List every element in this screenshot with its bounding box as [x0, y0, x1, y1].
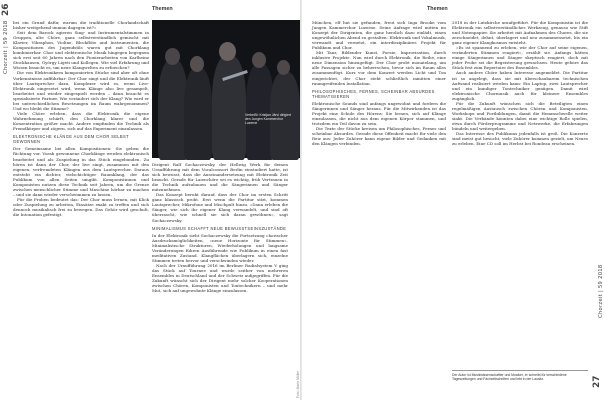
paragraph: Das Interesse des Publikums jedenfalls ist groß. Die Konzerte sind meist gut besucht, viele Zuhörer kommen gezielt, um Neues zu erleben. Eine CD soll im Herbst bei Rondeau erscheinen.	[452, 131, 588, 147]
right-page	[302, 0, 602, 400]
subheading: ELEKTRONISCHE KLÄNGE AUS DEM CHOR SELBST GEWONNEN	[13, 134, 129, 145]
photo-credit: Foto: Marie Möller	[296, 370, 300, 398]
left-column-2	[152, 162, 288, 396]
left-column-1	[13, 20, 149, 396]
left-page	[0, 0, 300, 400]
paragraph: Nach der Uraufführung 2016 im Berliner Radialsystem V ging das Stück auf Tournee und wurde seither von mehreren Ensembles in Deutschland und der Schweiz aufgegriffen. Für die Zukunft wünscht sich der Dirigent mehr solcher Kooperationen zwischen Chören, Komponisten und Tontechnikern – und mehr Mut, sich auf ungewohnte Klänge einzulassen.	[152, 263, 288, 294]
left-journal-line: Chorzeit | 59 2018	[3, 20, 9, 74]
paragraph: Die Texte der Stücke kreisen um Philosophisches, Fernes und scheinbar Absurdes. Gerade diese Offenheit macht für viele den Reiz aus: Jeder Zuhörer kann eigene Bilder und Gedanken mit den Klängen verbinden.	[312, 126, 446, 147]
left-page-number: 26	[1, 3, 11, 16]
subheading: MINIMALISMUS SCHAFFT NEUE BEWUSSTSEINSZUSTÄNDE	[152, 225, 287, 231]
subheading: PHILOSOPHISCHES, FERNES, SCHEINBAR ABSURDES THEMATISIEREN	[312, 88, 435, 99]
paragraph: Viele Chöre erleben, dass die Elektronik die eigene Wahrnehmung schärft, den Chorklang klarer und die Konzentration größer macht. Andere empfinden die Technik als Fremdkörper und zögern, sich auf das Experiment einzulassen.	[13, 110, 149, 131]
author-note: Der Autor ist Musikwissenschaftler und Musiker, er schreibt für verschiedene Tageszeitungen und Fachzeitschriften und lebt in der Lausitz.	[452, 370, 588, 381]
right-column-1	[312, 20, 446, 396]
choir-photo	[152, 20, 300, 158]
paragraph: München, elf hat sie gefunden, freut sich Inga Brooke vom Jungen Kammerchor Luzerne. Seine Anfrage wird mitten im Konzept der Dirigenten, die ganz herzlich dazu einlädt, einen ungewöhnlichen Abend zu gestalten: Elektronik und Vokalmusik, verwandt und vernetzt, ein interdisziplinäres Projekt für Publikum und Chor.	[312, 20, 446, 51]
paragraph: Die von Elektronikern komponierten Stücke sind aber oft ohne Vorkenntnisse aufführbar: Der Chor singt und die Elektronik läuft über Lautsprecher dazu. Komplexer wird es, wenn Live-Elektronik eingesetzt wird, wenn Klänge also live gesampelt, bearbeitet und wieder eingespielt werden – dann braucht es spezialisierte Partner. Wie verändert sich der Klang? Wie wird er bei unterschiedlichen Besetzungen im Raum wahrgenommen? Und wo bleibt die Stimme?	[13, 70, 149, 111]
left-section-tag: Themen	[152, 6, 173, 12]
paragraph: Das Konzept beruht darauf, dass der Chor im ersten Schritt ganz klassisch probt. Erst wenn die Partitur sitzt, kommen Lautsprecher, Mikrofone und Mischpult hinzu. »Dann erleben die Sänger, wie sich ihr eigener Klang verwandelt, und sind oft überrascht, wie schnell sie sich daran gewöhnen«, sagt Sochaczewsky.	[152, 192, 288, 223]
paragraph: Der Gemeinsame bei allen Kompositionen: Sie geben die Richtung vor. Vorab gewonnene Chorklänge werden elektronisch bearbeitet und als Zuspielung in das Stück eingebunden. Zu hören ist dann der Chor, der live singt, zusammen mit den eigenen, verfremdeten Klängen aus dem Lautsprecher. Daraus entsteht ein dichter, vielschichtiger Raumklang, der das Publikum von allen Seiten umgibt. Komponistinnen und Komponisten nutzen diese Technik seit Jahren, um die Grenze zwischen menschlicher Stimme und Maschine hörbar zu machen – und sie dann wieder verschwimmen zu lassen.	[13, 146, 149, 197]
paragraph: In der Elektronik sieht Sochaczewsky die Fortsetzung chorischer Ausdrucksmöglichkeiten, »neue Horizonte für Stimmen«. Minimalistische Strukturen, Wiederholungen und langsame Veränderungen führen Ausführende wie Publikum in einen fast meditativen Zustand. Klangflächen überlagern sich, einzelne Stimmen treten hervor und verschwinden wieder.	[152, 232, 288, 263]
paragraph: Seit dem Barock agieren Sing- und Instrumentalstimmen in Gruppen, alte Chöre, ganz selbstverständlich gemischt mit Klavier, Vibraphon, Violine, Blockflöte und Instrumenten, die Kompositionen des Jugendstils waren gut mit Chorklang kombinierbar. Chor und elektronische Musik hingegen begegnen sich erst seit 60 Jahren nach den Pionierarbeiten von Karlheinz Stockhausen, György Ligeti und Kollegen. Wie viel Erfahrung und Wissen braucht es, um neue Klangwelten zu erforschen?	[13, 30, 149, 71]
paragraph: Auch andere Chöre haben Interesse angemeldet. Die Partitur ist so angelegt, dass sie mit überschaubarem technischen Aufwand realisiert werden kann: Ein Laptop, zwei Lautsprecher und ein kundiger Tontechniker genügen. Damit wird elektronische Chormusik auch für kleinere Ensembles zugänglich.	[452, 70, 588, 101]
paragraph: Dirigent Ralf Sochaczewsky, der Hellwig Werk für deinen Uraufführung mit dem Vocalconsort Berlin einstudiert hatte, ist sich bewusst, dass die Auseinandersetzung mit Elektronik Zeit braucht. Gerade für Laienchöre sei es wichtig, früh Vertrauen in die Technik aufzubauen und die Sängerinnen und Sänger mitzunehmen.	[152, 162, 288, 193]
paragraph: Elektronische Sounds sind anfangs ungewohnt und fordern die Sängerinnen und Sänger heraus. Für die Mitwirkenden ist das Projekt eine Schule des Hörens: Sie lernen, sich auf Klänge einzulassen, die nicht aus dem eigenen Körper stammen, und trotzdem ein Teil davon zu sein.	[312, 101, 446, 127]
photo-caption: Verbeißt: Kristjan Järvi dirigiert den Jungen Kammerchor Luzerne	[245, 113, 291, 126]
right-page-number: 27	[592, 375, 602, 388]
right-journal-line: Chorzeit | 59 2018	[598, 264, 604, 318]
paragraph: Für die Zukunft wünschen sich die Beteiligten einen regelmäßigen Austausch zwischen Chören und Komponisten, Workshops und Fortbildungen, damit die Hemmschwelle weiter sinkt. Die Verbände könnten dabei eine wichtige Rolle spielen, etwa durch Förderprogramme und Netzwerke, die Erfahrungen bündeln und weitergeben.	[452, 100, 588, 131]
paragraph: 2018 in der Lutzkirche uraufgeführt. Für die Komponistin ist die Elektronik ein selbstverständliches Werkzeug, genauso wie Stift und Notenpapier. Sie arbeitet mit Aufnahmen des Chores, die sie zerschneidet, dehnt, überlagert und neu zusammensetzt, bis ein ganz eigener Klangkosmos entsteht.	[452, 20, 588, 46]
paragraph: »Es ist spannend zu erleben, wie der Chor auf seine eigenen, veränderten Stimmen reagiert«, erzählt sie. Anfangs hätten einige Sängerinnen und Sänger skeptisch reagiert, doch mit jeder Probe sei die Begeisterung gewachsen. Heute gehöre das Stück fest zum Repertoire des Ensembles.	[452, 45, 588, 71]
paragraph: Für die Proben bedeutet das: Der Chor muss lernen, mit Klick oder Zuspielung zu arbeiten, Einsätze exakt zu treffen und sich dennoch musikalisch frei zu bewegen. Das Gehör wird geschult, die Intonation gefestigt.	[13, 196, 149, 218]
right-section-tag: Themen	[427, 6, 448, 12]
paragraph: bei ein Grund dafür, warum die traditionelle Chorlandschaft bisher weitgehend immun dagegen ist?«	[13, 20, 149, 31]
paragraph: Mit Tanz, Bildender Kunst, Poesie, Improvisation, durch inklusive Projekte. Nun wird durch Elektronik, die Reihe, eine neue Dimension hinzugefügt. Der Chor probt monatelang, um alle Passagen sicher zu beherrschen, bevor sich im Raum alles zusammenfügt. Kurz vor dem Konzert werden Licht und Ton eingerichtet, der Chor steht schließlich inmitten einer raumgreifenden Installation.	[312, 50, 446, 86]
right-column-2	[452, 20, 588, 366]
